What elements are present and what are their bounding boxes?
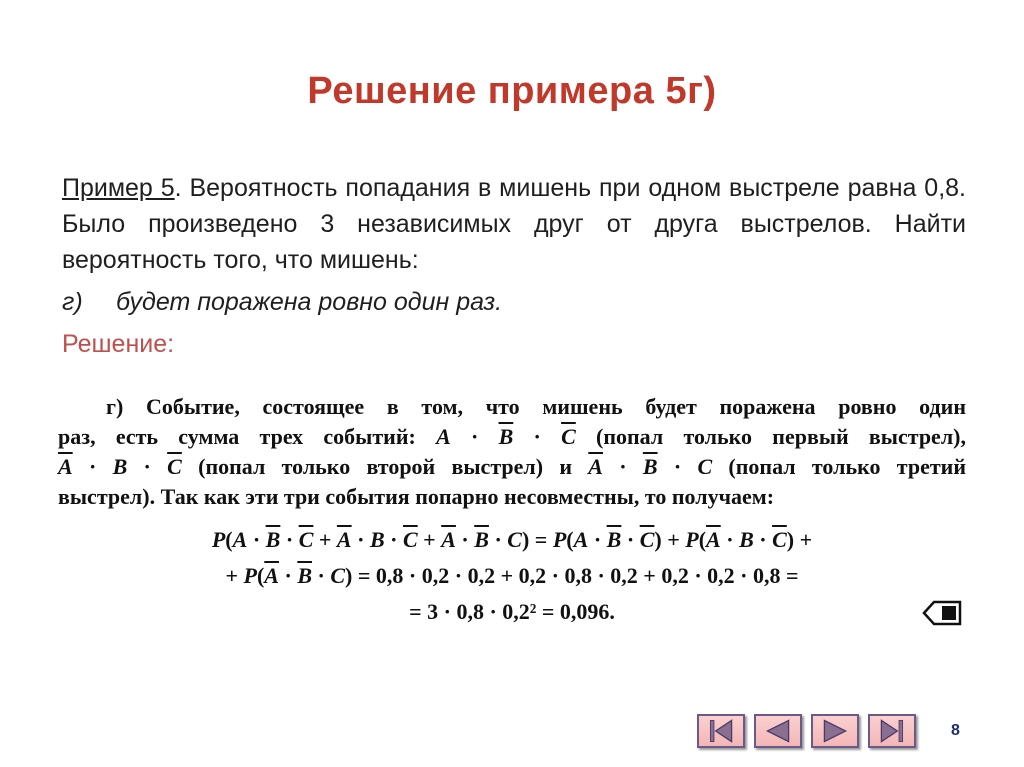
event-variable: B bbox=[112, 454, 128, 479]
text-run: · bbox=[312, 563, 331, 588]
complement-event-variable: $\overline{B}$ bbox=[606, 527, 622, 552]
problem-item bbox=[62, 284, 966, 320]
text-run: + bbox=[225, 563, 244, 588]
end-of-solution-icon bbox=[922, 600, 962, 626]
complement-event-variable: $\overline{C}$ bbox=[639, 527, 655, 552]
text-run: · bbox=[450, 424, 499, 449]
previous-slide-button[interactable] bbox=[754, 714, 802, 748]
problem-text: . Вероятность попадания в мишень при одном выстреле равна 0,8. Было произведено 3 независимых друг от друга выстрелов. Найти вероятность того, что мишень: bbox=[62, 174, 966, 274]
text-run: (попал только второй выстрел) и bbox=[181, 454, 589, 479]
text-run: · bbox=[247, 527, 266, 552]
text-run: · bbox=[657, 454, 698, 479]
text-run: (попал только первый выстрел), bbox=[575, 424, 966, 449]
formula-line bbox=[58, 558, 966, 594]
text-line bbox=[58, 392, 966, 422]
text-run: ( bbox=[566, 527, 574, 552]
text-run: · bbox=[72, 454, 113, 479]
text-run: г) Событие, состоящее в том, что мишень будет поражена ровно один bbox=[106, 394, 966, 419]
text-run: ( bbox=[225, 527, 233, 552]
event-variable: B bbox=[369, 527, 385, 552]
formula-line bbox=[58, 522, 966, 558]
text-run: = 3 · 0,8 · 0,2² = 0,096. bbox=[409, 599, 615, 624]
complement-event-variable: $\overline{A}$ bbox=[58, 454, 73, 479]
text-run: + bbox=[417, 527, 442, 552]
complement-event-variable: $\overline{C}$ bbox=[561, 424, 576, 449]
complement-event-variable: $\overline{B}$ bbox=[265, 527, 281, 552]
event-variable: B bbox=[739, 527, 754, 552]
example-label: Пример 5 bbox=[62, 174, 175, 202]
event-variable: P bbox=[243, 563, 257, 588]
complement-event-variable: $\overline{B}$ bbox=[498, 424, 514, 449]
text-line bbox=[58, 482, 966, 512]
text-run: · bbox=[513, 424, 562, 449]
text-run: · bbox=[384, 527, 403, 552]
complement-event-variable: $\overline{B}$ bbox=[297, 563, 312, 588]
text-line bbox=[58, 422, 966, 452]
complement-event-variable: $\overline{B}$ bbox=[642, 454, 658, 479]
text-run: ) + bbox=[654, 527, 686, 552]
previous-slide-icon bbox=[756, 716, 800, 746]
text-run: · bbox=[621, 527, 640, 552]
text-run: · bbox=[602, 454, 643, 479]
complement-event-variable: $\overline{C}$ bbox=[167, 454, 182, 479]
text-run: · bbox=[488, 527, 508, 552]
text-run: · bbox=[351, 527, 370, 552]
complement-event-variable: $\overline{A}$ bbox=[264, 563, 279, 588]
text-run: + bbox=[313, 527, 337, 552]
text-run: ) = bbox=[521, 527, 553, 552]
complement-event-variable: $\overline{C}$ bbox=[772, 527, 787, 552]
complement-event-variable: $\overline{C}$ bbox=[298, 527, 314, 552]
last-slide-icon bbox=[870, 716, 914, 746]
text-run: (попал только третий bbox=[712, 454, 966, 479]
text-run: ( bbox=[698, 527, 707, 552]
event-variable: P bbox=[211, 527, 226, 552]
text-run: выстрел). Так как эти три события попарно несовместны, то получаем: bbox=[58, 484, 775, 509]
complement-event-variable: $\overline{A}$ bbox=[588, 454, 603, 479]
event-variable: P bbox=[552, 527, 567, 552]
event-variable: C bbox=[330, 563, 346, 588]
text-run: · bbox=[455, 527, 475, 552]
first-slide-button[interactable] bbox=[697, 714, 745, 748]
event-variable: P bbox=[685, 527, 699, 552]
solution-label: Решение: bbox=[62, 330, 175, 358]
textbook-solution-excerpt bbox=[58, 392, 966, 630]
complement-event-variable: $\overline{A}$ bbox=[441, 527, 456, 552]
event-variable: A bbox=[232, 527, 248, 552]
text-run: ( bbox=[256, 563, 265, 588]
event-variable: A bbox=[436, 424, 451, 449]
problem-statement bbox=[62, 170, 966, 278]
first-slide-icon bbox=[699, 716, 743, 746]
item-text: будет поражена ровно один раз. bbox=[116, 288, 503, 316]
text-line bbox=[58, 452, 966, 482]
text-run: · bbox=[278, 563, 298, 588]
text-run: ) = 0,8 · 0,2 · 0,2 + 0,2 · 0,8 · 0,2 + 0,2 · 0,2 · 0,8 = bbox=[345, 563, 799, 588]
next-slide-button[interactable] bbox=[811, 714, 859, 748]
text-run: ) + bbox=[786, 527, 813, 552]
complement-event-variable: $\overline{B}$ bbox=[474, 527, 489, 552]
problem-block bbox=[62, 170, 966, 362]
text-run: · bbox=[720, 527, 740, 552]
event-variable: A bbox=[573, 527, 589, 552]
slide-title: Решение примера 5г) bbox=[307, 70, 717, 112]
event-variable: C bbox=[507, 527, 522, 552]
last-slide-button[interactable] bbox=[868, 714, 916, 748]
complement-event-variable: $\overline{A}$ bbox=[706, 527, 721, 552]
formula-line bbox=[58, 594, 966, 630]
next-slide-icon bbox=[813, 716, 857, 746]
text-run: · bbox=[280, 527, 299, 552]
item-label: г) bbox=[62, 288, 83, 316]
page-number: 8 bbox=[951, 722, 960, 739]
text-run: раз, есть сумма трех событий: bbox=[58, 424, 437, 449]
complement-event-variable: $\overline{C}$ bbox=[402, 527, 418, 552]
text-run: · bbox=[753, 527, 773, 552]
complement-event-variable: $\overline{A}$ bbox=[336, 527, 352, 552]
text-run: · bbox=[127, 454, 168, 479]
event-variable: C bbox=[697, 454, 713, 479]
text-run: · bbox=[588, 527, 607, 552]
